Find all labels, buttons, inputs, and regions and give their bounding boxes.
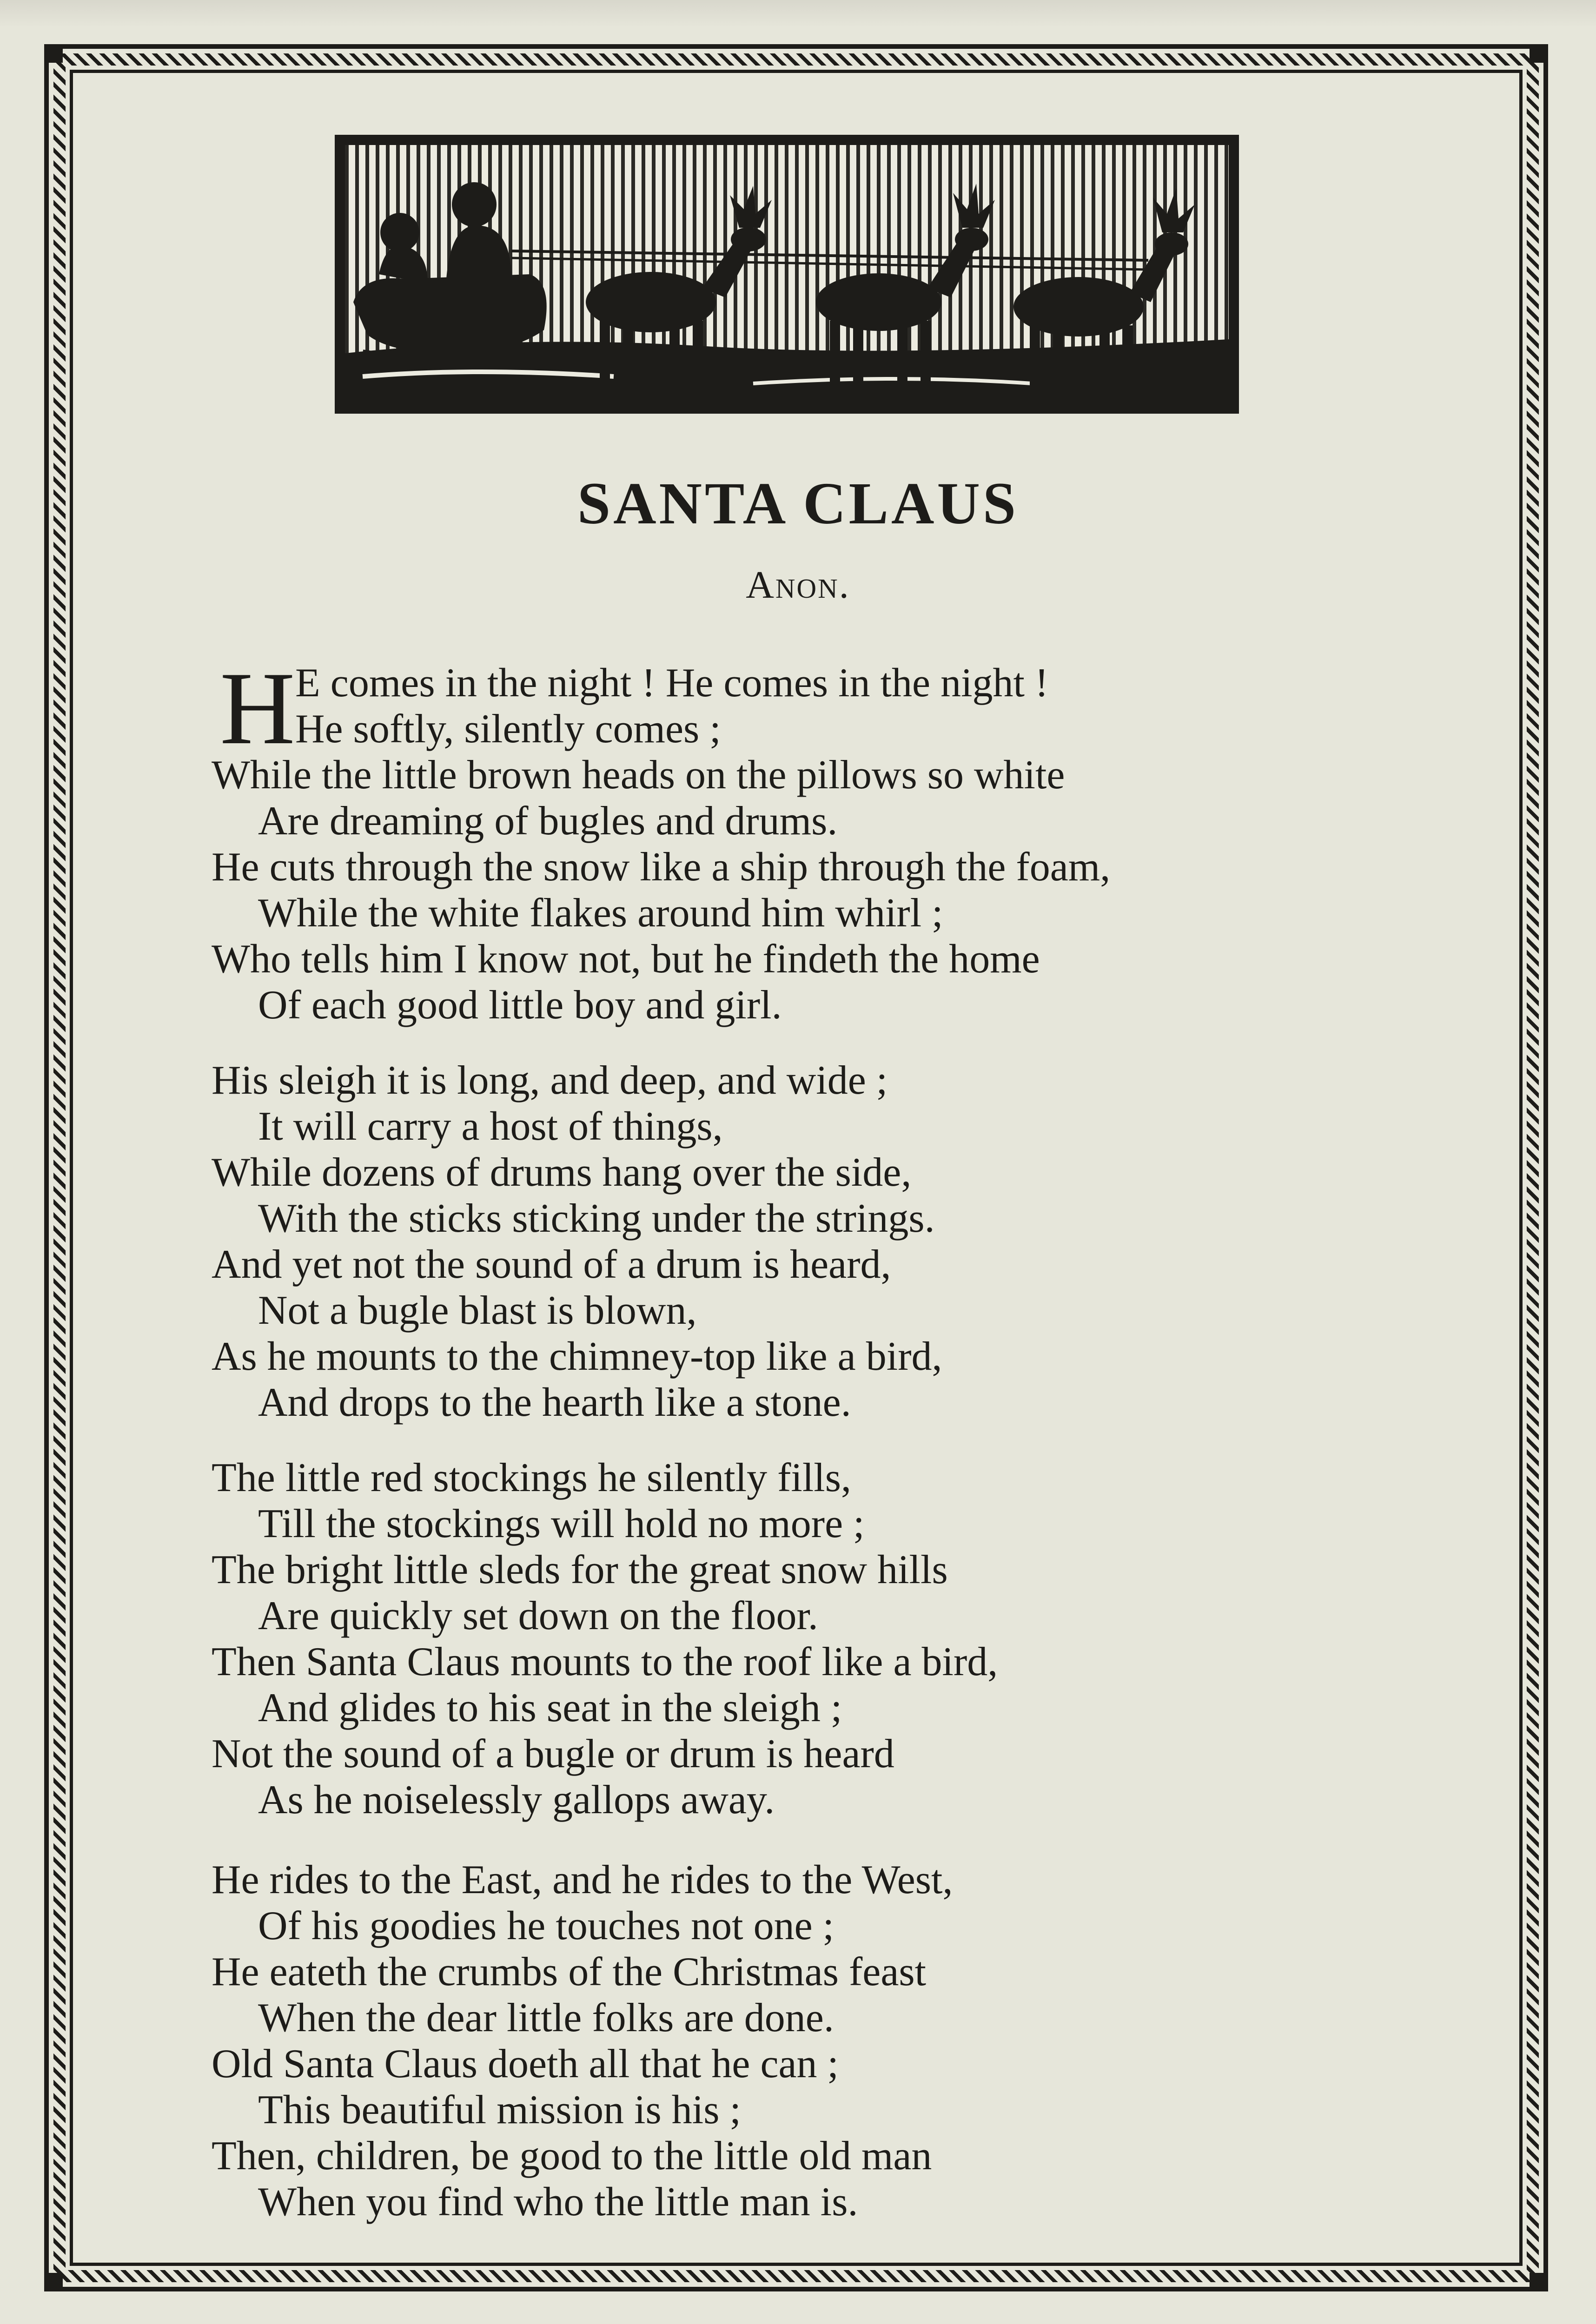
poem-line: While dozens of drums hang over the side, <box>212 1150 912 1195</box>
poem-line: Not a bugle blast is blown, <box>258 1288 697 1333</box>
border-corner-ornament <box>1530 44 1548 63</box>
border-corner-ornament <box>1530 2273 1548 2291</box>
poem-line: As he mounts to the chimney-top like a bird, <box>212 1334 942 1379</box>
poem-author: Anon. <box>746 563 850 607</box>
poem-line: With the sticks sticking under the strings. <box>258 1196 935 1241</box>
poem-line: Till the stockings will hold no more ; <box>258 1501 865 1546</box>
poem-line: Are quickly set down on the floor. <box>258 1593 818 1638</box>
poem-stanza <box>212 1057 1374 1426</box>
poem-line: And yet not the sound of a drum is heard, <box>212 1242 891 1287</box>
border-corner-ornament <box>44 44 63 63</box>
poem-line: This beautiful mission is his ; <box>258 2087 741 2133</box>
poem-line: He softly, silently comes ; <box>295 706 721 752</box>
poem-line: Old Santa Claus doeth all that he can ; <box>212 2041 839 2086</box>
poem-line: When the dear little folks are done. <box>258 1995 834 2040</box>
poem-line: When you find who the little man is. <box>258 2179 858 2225</box>
poem-stanza <box>212 1857 1374 2225</box>
poem-title: SANTA CLAUS <box>577 470 1019 536</box>
poem-line: Then, children, be good to the little old man <box>212 2133 932 2179</box>
poem-line: Then Santa Claus mounts to the roof like a bird, <box>212 1639 998 1684</box>
page-top-edge <box>0 0 1596 28</box>
poem-line: He rides to the East, and he rides to the West, <box>212 1857 953 1902</box>
border-corner-ornament <box>44 2273 63 2291</box>
sleigh-woodcut-illustration <box>335 135 1239 414</box>
poem-line: His sleigh it is long, and deep, and wide ; <box>212 1058 888 1103</box>
poem-line: While the white flakes around him whirl ; <box>258 891 943 936</box>
poem-line: Are dreaming of bugles and drums. <box>258 799 838 844</box>
poem-line: The bright little sleds for the great snow hills <box>212 1547 948 1592</box>
poem-line: Who tells him I know not, but he findeth the home <box>212 937 1040 982</box>
poem-line: He cuts through the snow like a ship through the foam, <box>212 845 1111 890</box>
drop-cap: H <box>220 651 295 766</box>
poem-line: And drops to the hearth like a stone. <box>258 1380 851 1425</box>
poem-stanza <box>212 1455 1374 1823</box>
poem-line: He eateth the crumbs of the Christmas feast <box>212 1949 927 1994</box>
poem-line: Of his goodies he touches not one ; <box>258 1903 834 1948</box>
poem-line: Not the sound of a bugle or drum is heard <box>212 1731 894 1776</box>
poem-stanza <box>212 651 1374 1028</box>
poem-line: Of each good little boy and girl. <box>258 983 782 1028</box>
poem-line: The little red stockings he silently fills, <box>212 1455 851 1500</box>
poem-line: As he noiselessly gallops away. <box>258 1777 775 1822</box>
poem-line: While the little brown heads on the pillows so white <box>212 753 1065 798</box>
poem-line: And glides to his seat in the sleigh ; <box>258 1685 842 1730</box>
poem-line: It will carry a host of things, <box>258 1104 723 1149</box>
poem-line: E comes in the night ! He comes in the night ! <box>295 660 1049 706</box>
